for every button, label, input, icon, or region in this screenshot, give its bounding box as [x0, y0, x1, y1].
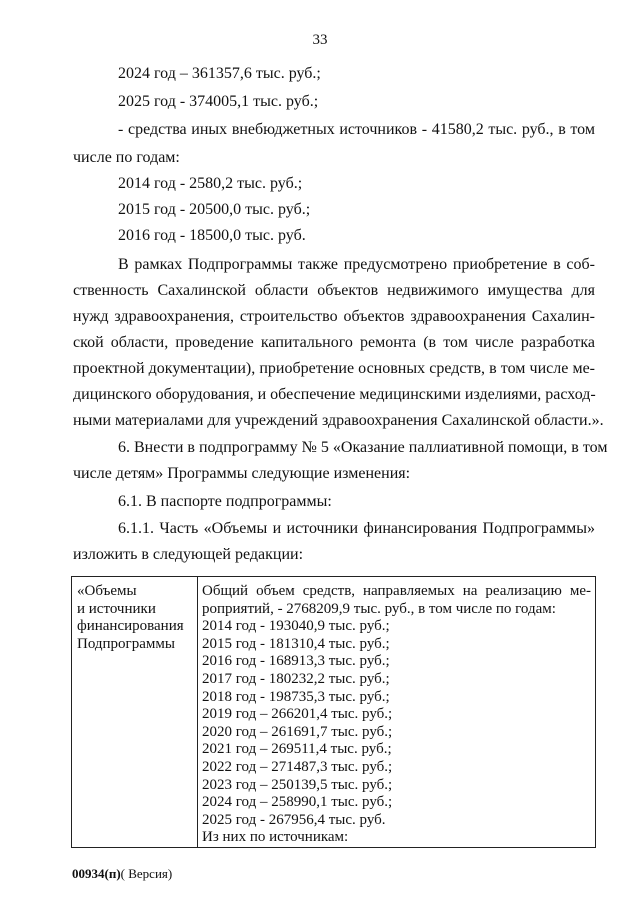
text-line: дицинского оборудования, и обеспечение медицинскими изделиями, расход- [73, 386, 596, 403]
cell-line: финансирования [77, 618, 184, 635]
text-line: 2024 год – 361357,6 тыс. руб.; [118, 65, 321, 82]
cell-line: 2021 год – 269511,4 тыс. руб.; [202, 741, 392, 758]
page-number: 33 [312, 32, 328, 48]
text-line: 2015 год - 20500,0 тыс. руб.; [118, 201, 311, 218]
table-row [72, 577, 596, 848]
cell-line: и источники [77, 600, 156, 617]
text-line: ской области, проведение капитального ремонта (в том числе разработка [73, 334, 595, 351]
version-label: ( Версия) [120, 866, 173, 881]
table-value-cell [198, 577, 596, 848]
text-line: ственность Сахалинской области объектов недвижимого имущества для [73, 282, 595, 299]
cell-line: 2024 год – 258990,1 тыс. руб.; [202, 794, 393, 811]
cell-line: 2018 год - 198735,3 тыс. руб.; [202, 688, 390, 705]
cell-line: 2014 год - 193040,9 тыс. руб.; [202, 618, 390, 635]
cell-line: «Объемы [77, 583, 137, 599]
text-line: 6.1. В паспорте подпрограммы: [118, 493, 332, 510]
text-line: изложить в следующей редакции: [73, 546, 304, 563]
table-label-cell [72, 577, 198, 848]
cell-line: 2019 год – 266201,4 тыс. руб.; [202, 706, 393, 723]
text-line: В рамках Подпрограммы также предусмотрено приобретение в соб- [118, 256, 595, 273]
cell-line: Из них по источникам: [202, 829, 349, 846]
cell-line: 2020 год – 261691,7 тыс. руб.; [202, 723, 393, 740]
cell-line: Подпрограммы [77, 635, 175, 652]
text-line: числе по годам: [73, 149, 180, 166]
cell-line: 2025 год - 267956,4 тыс. руб. [202, 811, 386, 828]
cell-line: 2017 год - 180232,2 тыс. руб.; [202, 670, 390, 687]
text-line: 2014 год - 2580,2 тыс. руб.; [118, 175, 303, 192]
financing-table [71, 576, 596, 848]
text-line: ными материалами для учреждений здравоохранения Сахалинской области.». [73, 412, 604, 429]
text-line: числе детям» Программы следующие изменения: [73, 465, 411, 482]
cell-line: 2015 год - 181310,4 тыс. руб.; [202, 635, 390, 652]
text-line: 6.1.1. Часть «Объемы и источники финансирования Подпрограммы» [118, 520, 595, 537]
text-line: 2016 год - 18500,0 тыс. руб. [118, 227, 306, 244]
cell-line: 2016 год - 168913,3 тыс. руб.; [202, 653, 390, 670]
text-line: проектной документации), приобретение основных средств, в том числе ме- [73, 360, 595, 377]
text-line: нужд здравоохранения, строительство объектов здравоохранения Сахалин- [73, 308, 595, 325]
document-code: 00934(п) [72, 866, 121, 881]
text-line: - средства иных внебюджетных источников - 41580,2 тыс. руб., в том [118, 121, 595, 138]
cell-line: роприятий, - 2768209,9 тыс. руб., в том числе по годам: [202, 600, 556, 617]
cell-line: 2022 год – 271487,3 тыс. руб.; [202, 758, 393, 775]
text-line: 6. Внести в подпрограмму № 5 «Оказание паллиативной помощи, в том [118, 439, 608, 456]
cell-line: 2023 год – 250139,5 тыс. руб.; [202, 776, 393, 793]
footer [72, 866, 172, 882]
text-line: 2025 год - 374005,1 тыс. руб.; [118, 93, 319, 110]
cell-line: Общий объем средств, направляемых на реализацию ме- [202, 583, 591, 599]
